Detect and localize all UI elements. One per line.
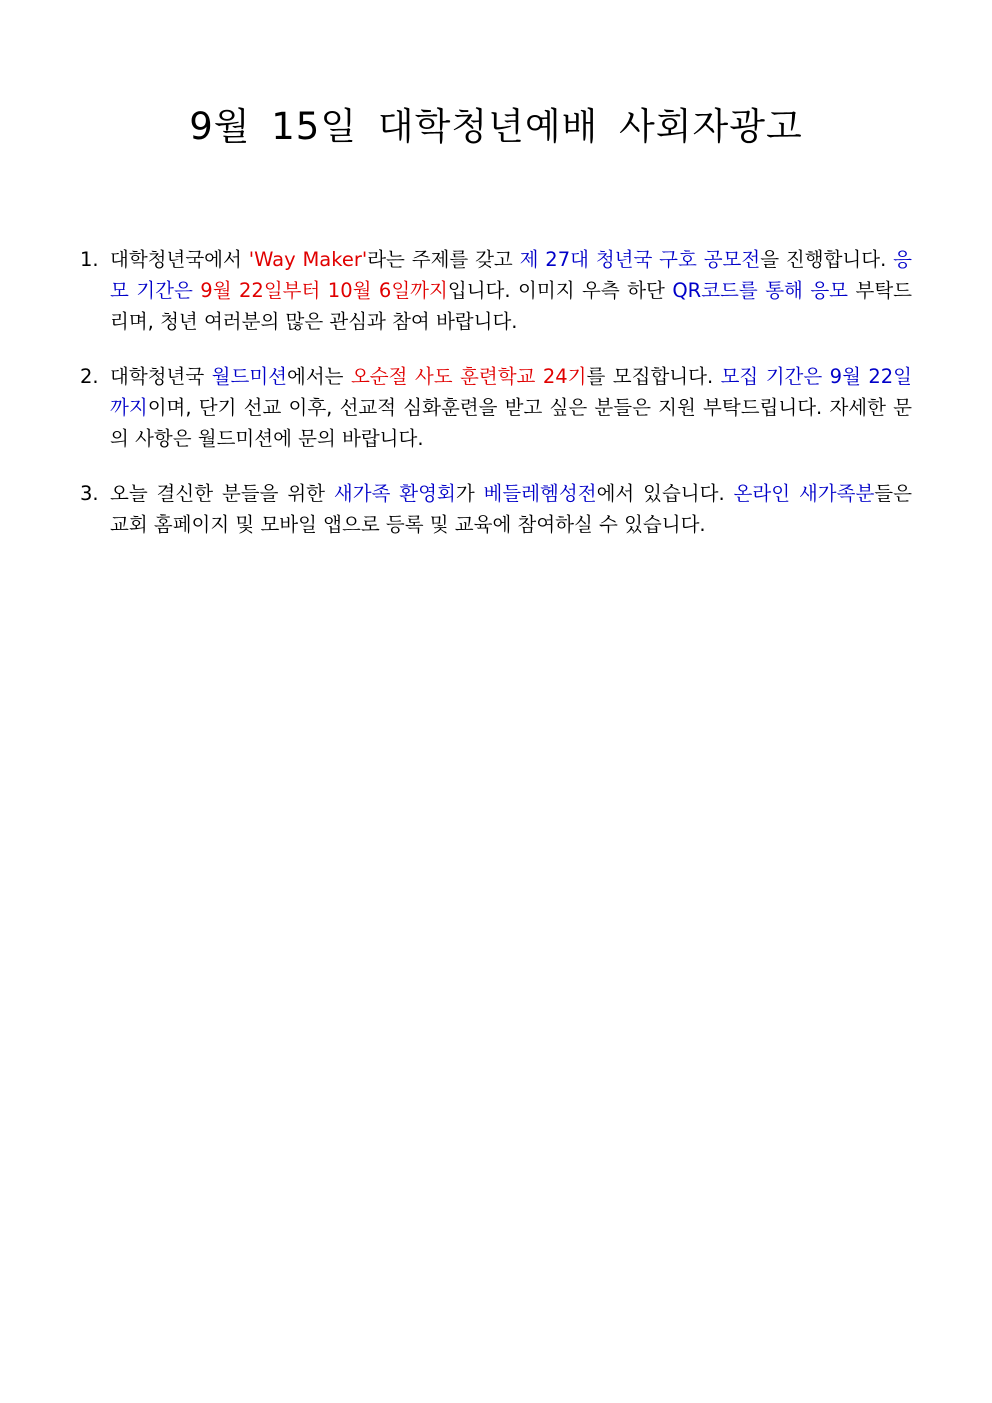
text-segment: 을 진행합니다. — [760, 248, 894, 271]
text-segment: 모집 기간은 9월 22일 까지 — [110, 365, 912, 419]
item-text — [110, 482, 912, 536]
item-text — [110, 248, 912, 333]
text-segment: 가 — [455, 482, 484, 505]
text-segment: 대학청년국에서 — [110, 248, 249, 271]
announcement-list — [80, 244, 912, 564]
text-segment: 응모 기간은 — [110, 248, 912, 302]
item-text — [110, 365, 912, 450]
text-segment: 온라인 새가족분 — [733, 482, 875, 505]
text-segment: 오늘 결신한 분들을 위한 — [110, 482, 334, 505]
text-segment: 를 모집합니다. — [586, 365, 721, 388]
text-segment: QR코드를 통해 응모 — [672, 279, 849, 302]
announcement-item — [80, 244, 912, 337]
text-segment: 이며, 단기 선교 이후, 선교적 심화훈련을 받고 싶은 분들은 지원 부탁드립니다. 자세한 문의 사항은 월드미션에 문의 바랍니다. — [110, 396, 912, 450]
text-segment: 들은 교회 홈페이지 및 모바일 앱으로 등록 및 교육에 참여하실 수 있습니다. — [110, 482, 912, 536]
text-segment: 라는 주제를 갖고 — [367, 248, 520, 271]
text-segment: 에서 있습니다. — [596, 482, 734, 505]
text-segment: 월드미션 — [211, 365, 287, 388]
text-segment: 오순절 사도 훈련학교 24기 — [350, 365, 587, 388]
text-segment: 부탁드리며, 청년 여러분의 많은 관심과 참여 바랍니다. — [110, 279, 912, 333]
item-number: 2. — [80, 365, 99, 388]
text-segment: 제 27대 청년국 구호 공모전 — [519, 248, 761, 271]
announcement-item — [80, 478, 912, 540]
text-segment: 에서는 — [287, 365, 351, 388]
text-segment: 베들레헴성전 — [483, 482, 597, 505]
text-segment: 입니다. 이미지 우측 하단 — [447, 279, 673, 302]
item-number: 1. — [80, 248, 99, 271]
item-number: 3. — [80, 482, 99, 505]
announcement-item — [80, 361, 912, 454]
document-title: 9월 15일 대학청년예배 사회자광고 — [189, 105, 803, 148]
text-segment: 'Way Maker' — [248, 248, 368, 271]
text-segment: 9월 22일부터 10월 6일까지 — [200, 279, 448, 302]
text-segment: 대학청년국 — [110, 365, 212, 388]
text-segment: 새가족 환영회 — [333, 482, 456, 505]
